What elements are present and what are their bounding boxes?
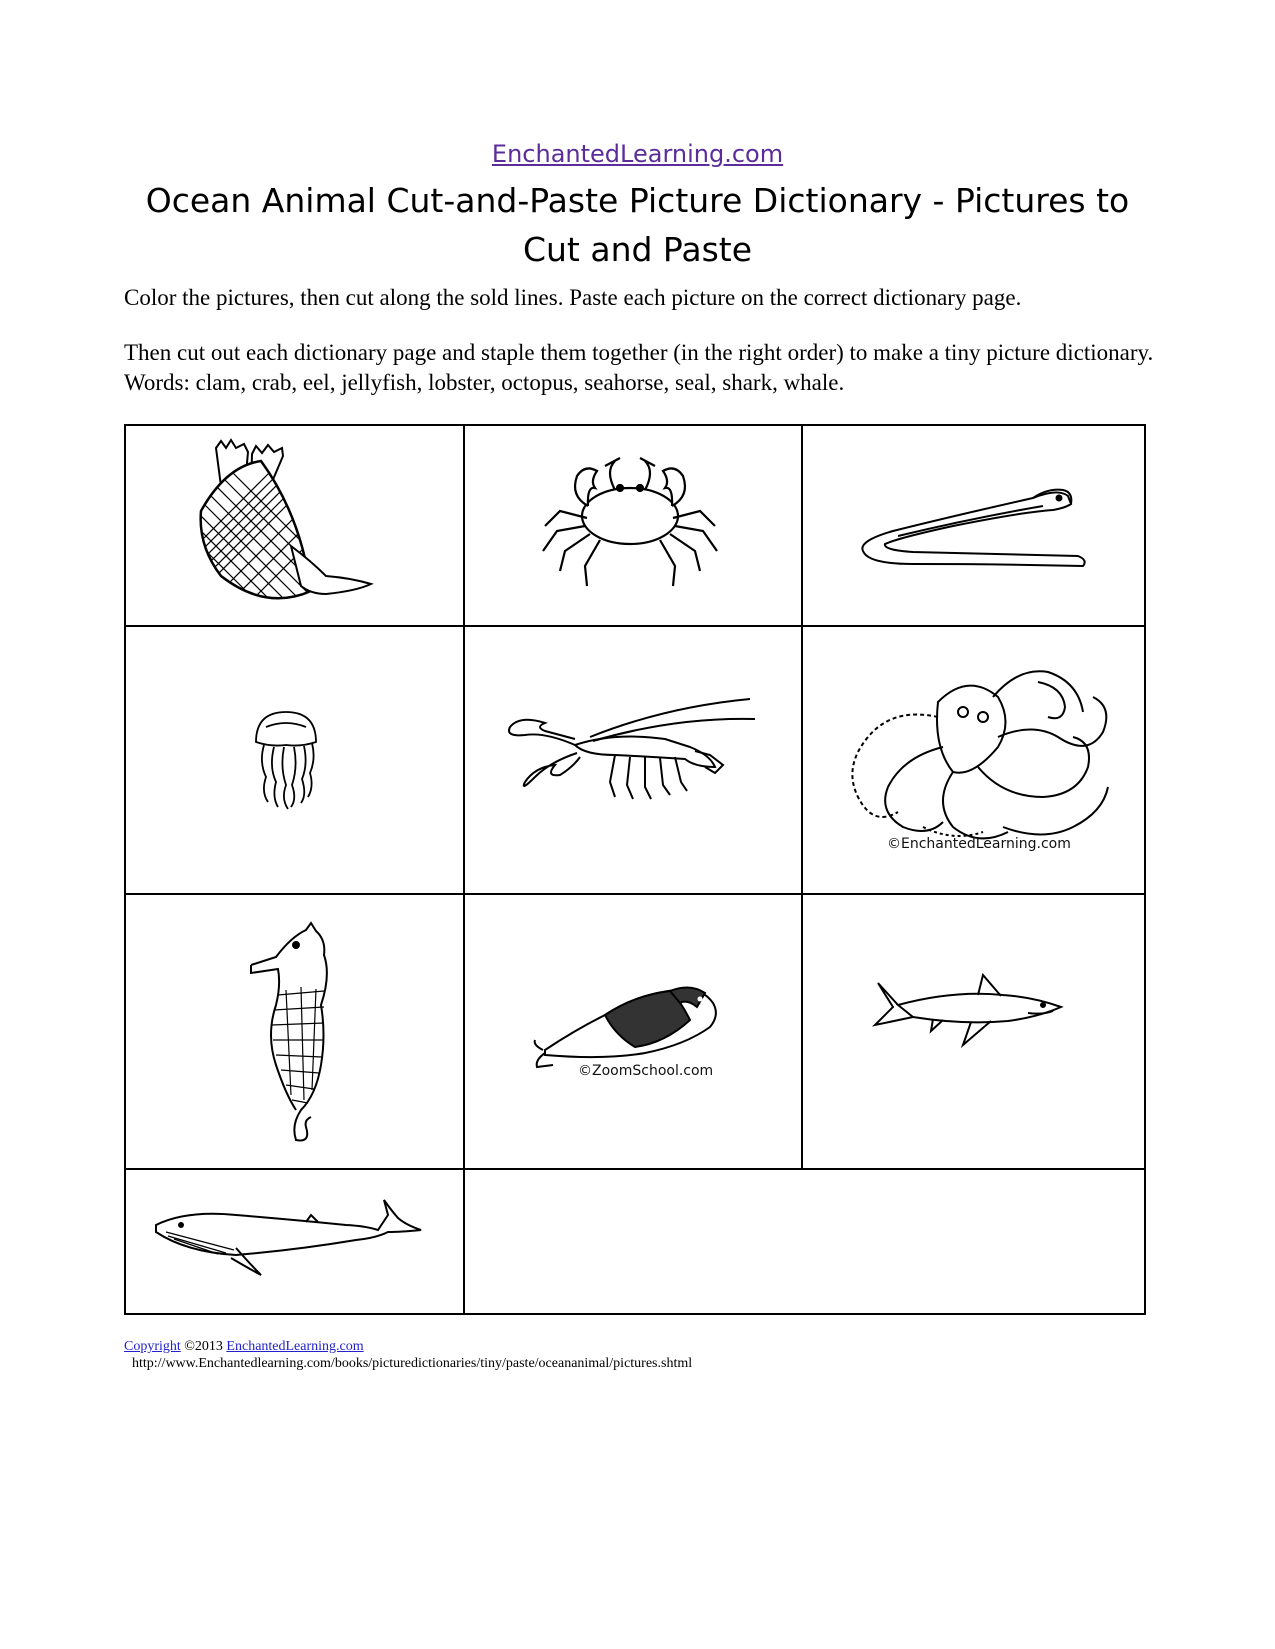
eel-icon	[803, 426, 1144, 625]
octopus-icon	[803, 627, 1144, 893]
copyright-year: ©2013	[180, 1339, 227, 1354]
shark-icon	[803, 895, 1144, 1168]
seal-icon	[465, 895, 801, 1168]
site-link[interactable]: EnchantedLearning.com	[491, 140, 784, 168]
page-url: http://www.Enchantedlearning.com/books/picturedictionaries/tiny/paste/oceananimal/pictures.shtml	[132, 1356, 693, 1371]
jellyfish-icon	[126, 627, 463, 893]
octopus-credit: ©EnchantedLearning.com	[887, 836, 1071, 852]
picture-cell-seahorse[interactable]	[126, 895, 463, 1168]
picture-cell-crab[interactable]	[465, 426, 801, 625]
footer-site-link[interactable]: EnchantedLearning.com	[226, 1339, 364, 1354]
clam-icon	[126, 426, 463, 625]
picture-cell-octopus[interactable]	[803, 627, 1144, 893]
seahorse-icon	[126, 895, 463, 1168]
picture-cell-seal[interactable]	[465, 895, 801, 1168]
empty-cell	[465, 1170, 1144, 1313]
lobster-icon	[465, 627, 801, 893]
picture-cell-shark[interactable]	[803, 895, 1144, 1168]
picture-cell-clam[interactable]	[126, 426, 463, 625]
instructions-line-2: Then cut out each dictionary page and staple them together (in the right order) to make a tiny picture dictionary. Words: clam, crab, eel, jellyfish, lobster, octopus, seahorse, seal, shark, whale.	[124, 340, 1154, 395]
picture-cell-lobster[interactable]	[465, 627, 801, 893]
crab-icon	[465, 426, 801, 625]
instructions-line-1: Color the pictures, then cut along the sold lines. Paste each picture on the correct dictionary page.	[124, 285, 1022, 310]
picture-grid	[124, 424, 1146, 1315]
picture-cell-eel[interactable]	[803, 426, 1144, 625]
copyright-link[interactable]: Copyright	[124, 1339, 181, 1354]
copyright-line	[124, 1338, 692, 1355]
seal-credit: ©ZoomSchool.com	[578, 1063, 714, 1079]
whale-icon	[126, 1170, 463, 1313]
footer	[124, 1338, 692, 1372]
picture-cell-whale[interactable]	[126, 1170, 463, 1313]
page-title: Ocean Animal Cut-and-Paste Picture Dictionary - Pictures to Cut and Paste	[145, 181, 1130, 269]
picture-cell-jellyfish[interactable]	[126, 627, 463, 893]
